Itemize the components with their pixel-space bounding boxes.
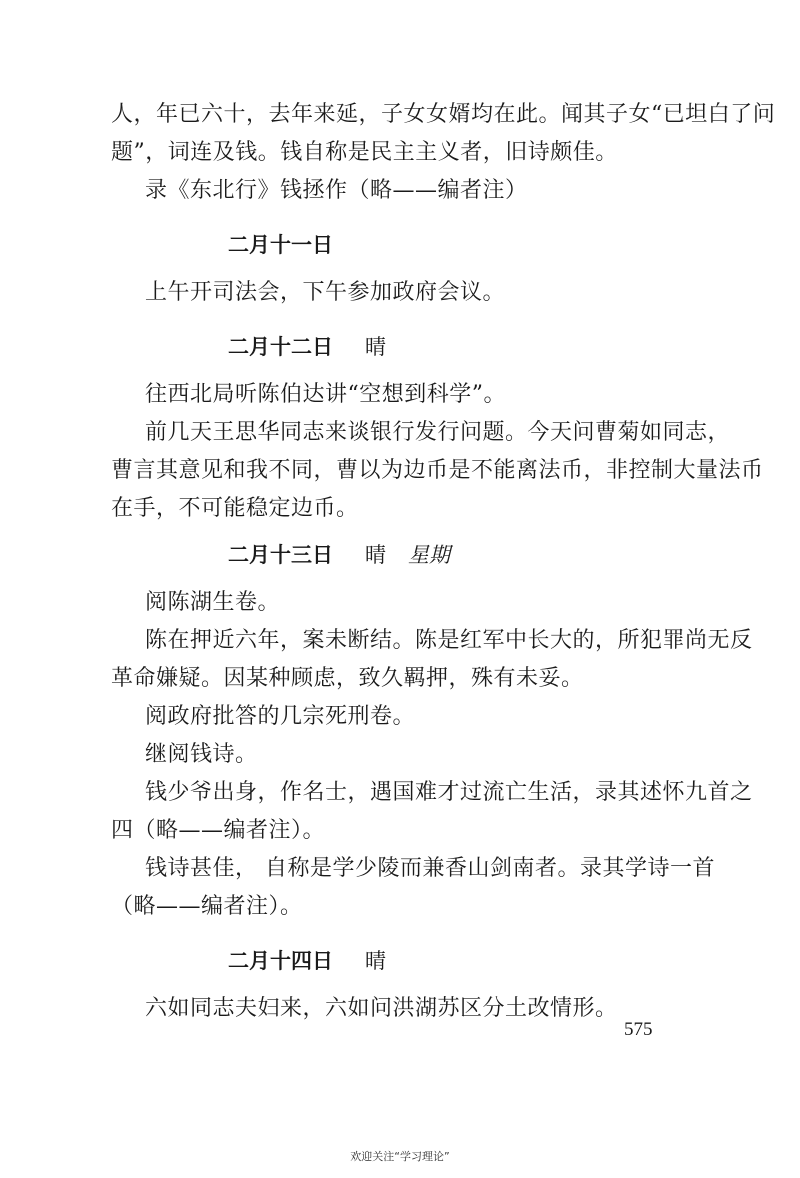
body-line: 在手，不可能稳定边币。 [111,496,359,521]
entry-date: 二月十二日 [228,335,333,359]
body-line: 题”，词连及钱。钱自称是民主主义者，旧诗颇佳。 [111,140,618,165]
body-line: 曹言其意见和我不同，曹以为边币是不能离法币，非控制大量法币 [111,458,764,483]
entry-date: 二月十三日 [228,543,333,567]
body-line: 前几天王思华同志来谈银行发行问题。今天问曹菊如同志， [145,420,731,445]
body-line: 革命嫌疑。因某种顾虑，致久羁押，殊有未妥。 [111,666,584,691]
body-line: 阅陈湖生卷。 [145,590,281,615]
entry-weekday: 星期 [408,543,450,567]
body-line: 四（略——编者注）。 [111,818,326,843]
entry-date-heading [228,230,333,260]
body-line: 录《东北行》钱拯作（略——编者注） [145,178,528,203]
body-line: 六如同志夫妇来，六如问洪湖苏区分土改情形。 [145,996,618,1021]
body-line: （略——编者注）。 [111,894,303,919]
entry-date: 二月十一日 [228,233,333,257]
entry-date-heading [228,540,450,570]
body-line: 往西北局听陈伯达讲“空想到科学”。 [145,382,506,407]
entry-date-heading [228,946,386,976]
body-line: 阅政府批答的几宗死刑卷。 [145,704,416,729]
body-line: 钱少爷出身，作名士，遇国难才过流亡生活，录其述怀九首之 [145,780,753,805]
body-line: 钱诗甚佳， 自称是学少陵而兼香山剑南者。录其学诗一首 [145,856,715,881]
body-line: 继阅钱诗。 [145,742,258,767]
entry-date-heading [228,332,386,362]
body-line: 人，年已六十，去年来延，子女女婿均在此。闻其子女“已坦白了问 [111,102,776,127]
entry-weather: 晴 [365,543,386,567]
entry-weather: 晴 [365,335,386,359]
footer-note: 欢迎关注“学习理论” [350,1150,450,1163]
body-line: 上午开司法会，下午参加政府会议。 [145,280,506,305]
page-number: 575 [624,1019,653,1040]
entry-weather: 晴 [365,949,386,973]
body-line: 陈在押近六年，案未断结。陈是红军中长大的，所犯罪尚无反 [145,628,753,653]
entry-date: 二月十四日 [228,949,333,973]
